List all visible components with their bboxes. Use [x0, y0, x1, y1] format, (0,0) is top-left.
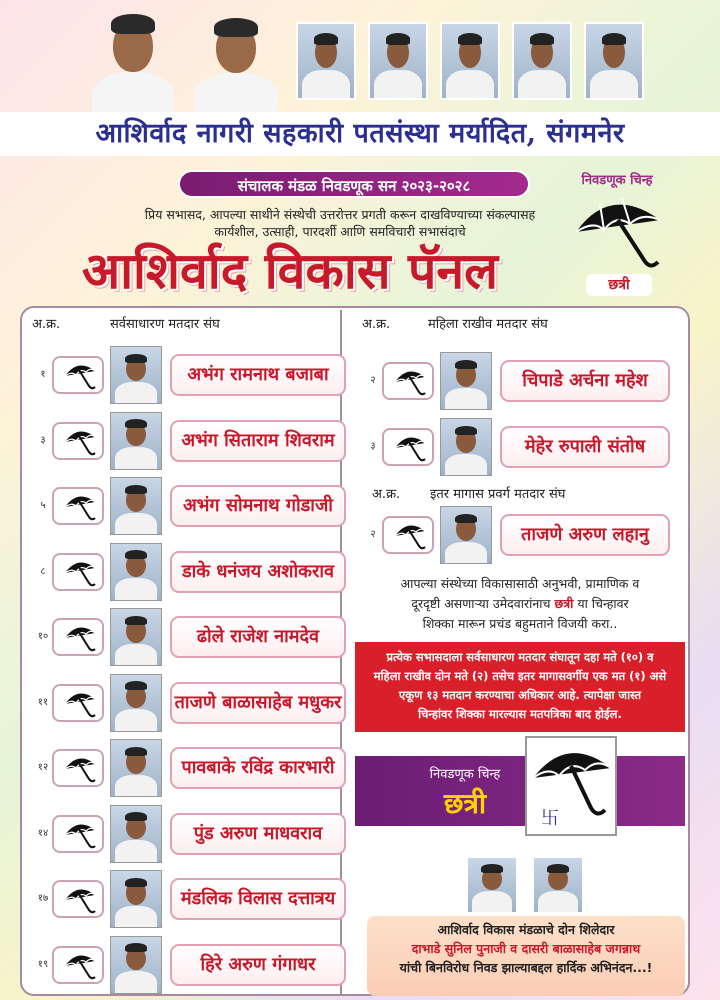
candidate-number: २ — [370, 375, 376, 386]
women-candidate-row — [364, 424, 670, 470]
women-col-title: महिला राखीव मतदार संघ — [428, 317, 548, 332]
candidate-photo — [110, 346, 162, 404]
obc-col-no: अ.क्र. — [372, 487, 401, 502]
candidate-name: हिरे अरुण गंगाधर — [170, 944, 346, 986]
congrats-box — [367, 916, 685, 996]
umbrella-symbol-box — [52, 749, 104, 787]
candidate-photo — [440, 352, 492, 410]
candidate-number: ३ — [40, 434, 46, 446]
general-candidate-row — [34, 614, 346, 660]
symbol-box — [562, 170, 672, 298]
candidate-photo — [440, 418, 492, 476]
candidate-name: चिपाडे अर्चना महेश — [500, 360, 670, 402]
umbrella-symbol-box — [52, 356, 104, 394]
rule-line-1: प्रत्येक सभासदाला सर्वसाधारण मतदार संघातून दहा मते (१०) व — [386, 650, 654, 664]
director-photo-4 — [512, 22, 572, 100]
symbol-label: छत्री — [586, 274, 652, 296]
general-candidate-row — [34, 745, 346, 791]
intro-line-1: प्रिय सभासद, आपल्या साथीने संस्थेची उत्तरोत्तर प्रगती करून दाखविण्याच्या संकल्पासह — [144, 207, 536, 222]
congrats-line-1: आशिर्वाद विकास मंडळाचे दोन शिलेदार — [437, 922, 615, 937]
candidate-number: १० — [37, 631, 49, 642]
congrats-line-3: यांची बिनविरोध निवड झाल्याबद्दल हार्दिक अभिनंदन...! — [399, 960, 653, 975]
candidate-number: ३ — [370, 441, 376, 452]
general-candidate-row — [34, 549, 346, 595]
big-umbrella-box — [525, 736, 617, 836]
congrats-photo-1 — [466, 856, 518, 914]
candidate-number: २ — [370, 529, 376, 540]
candidate-name: पुंड अरुण माधवराव — [170, 813, 346, 855]
candidate-number: ११ — [37, 696, 49, 708]
candidate-photo — [110, 739, 162, 797]
umbrella-symbol-box — [52, 880, 104, 918]
umbrella-icon — [570, 190, 666, 276]
candidate-name: ताजणे बाळासाहेब मधुकर — [170, 682, 346, 724]
director-photo-5 — [584, 22, 644, 100]
candidate-photo — [110, 870, 162, 928]
leader-photo-2 — [190, 10, 282, 112]
umbrella-symbol-box — [52, 815, 104, 853]
symbol-band-caption: निवडणूक चिन्ह — [429, 767, 501, 782]
congrats-photo-2 — [532, 856, 584, 914]
appeal-line-2-pre: दूरदृष्टी असणाऱ्या उमेदवारांनाच — [411, 596, 551, 611]
candidate-photo — [110, 674, 162, 732]
symbol-band-label: छत्री — [443, 787, 487, 820]
women-col-no: अ.क्र. — [362, 317, 391, 332]
appeal-symbol-word: छत्री — [554, 596, 574, 611]
umbrella-symbol-box — [382, 516, 434, 554]
rule-line-2: महिला राखीव दोन मते (२) तसेच इतर मागासवर्गीय एक मत (१) असे — [373, 669, 667, 683]
candidate-name: अभंग सिताराम शिवराम — [170, 420, 346, 462]
leader-photo-1 — [88, 6, 178, 112]
candidate-photo — [110, 477, 162, 535]
candidate-photo — [110, 936, 162, 994]
candidate-name: मंडलिक विलास दत्तात्रय — [170, 878, 346, 920]
candidate-photo — [440, 506, 492, 564]
appeal-line-3: शिक्का मारून प्रचंड बहुमताने विजयी करा.. — [422, 616, 618, 631]
umbrella-symbol-box — [382, 428, 434, 466]
general-candidate-row — [34, 352, 346, 398]
umbrella-icon — [527, 738, 615, 834]
umbrella-symbol-box — [52, 487, 104, 525]
candidate-photo — [110, 412, 162, 470]
general-col-no: अ.क्र. — [32, 317, 61, 332]
candidate-photo — [110, 543, 162, 601]
candidate-photo — [110, 805, 162, 863]
appeal-line-2-post: या चिन्हावर — [577, 596, 629, 611]
general-col-title: सर्वसाधारण मतदार संघ — [110, 317, 220, 332]
intro-line-2: कार्यशील, उत्साही, पारदर्शी आणि समविचारी सभासंदाचे — [214, 224, 466, 239]
general-candidate-row — [34, 876, 346, 922]
candidate-name: मेहेर रुपाली संतोष — [500, 426, 670, 468]
candidate-number: १७ — [37, 893, 49, 904]
candidate-number: ५ — [40, 500, 46, 511]
candidate-number: ८ — [40, 565, 46, 577]
women-candidate-row — [364, 358, 670, 404]
candidate-number: १२ — [37, 762, 49, 773]
voting-rules-box — [355, 642, 685, 732]
director-photo-2 — [368, 22, 428, 100]
general-candidate-row — [34, 483, 346, 529]
director-photo-1 — [296, 22, 356, 100]
candidate-name: अभंग रामनाथ बजाबा — [170, 354, 346, 396]
general-candidate-row — [34, 942, 346, 988]
org-name: आशिर्वाद नागरी सहकारी पतसंस्था मर्यादित, संगमनेर — [95, 118, 625, 149]
appeal-text — [360, 574, 680, 634]
obc-col-title: इतर मागास प्रवर्ग मतदार संघ — [430, 487, 566, 502]
general-candidate-row — [34, 811, 346, 857]
obc-candidate-row — [364, 512, 670, 558]
director-photo-3 — [440, 22, 500, 100]
appeal-line-1: आपल्या संस्थेच्या विकासासाठी अनुभवी, प्रामाणिक व — [400, 576, 640, 591]
candidate-name: ढोले राजेश नामदेव — [170, 616, 346, 658]
umbrella-symbol-box — [52, 684, 104, 722]
symbol-caption: निवडणूक चिन्ह — [581, 173, 653, 188]
candidate-number: १ — [40, 369, 46, 380]
candidate-number: १९ — [37, 958, 49, 970]
election-title: संचालक मंडळ निवडणूक सन २०२३-२०२८ — [178, 170, 530, 198]
appeal-line-2 — [360, 594, 680, 614]
candidate-number: १४ — [37, 827, 49, 839]
umbrella-symbol-box — [52, 553, 104, 591]
panel-name: आशिर्वाद विकास पॅनल — [81, 241, 499, 300]
umbrella-symbol-box — [52, 422, 104, 460]
candidate-name: पावबाके रविंद्र कारभारी — [170, 747, 346, 789]
general-candidate-row — [34, 680, 346, 726]
candidate-name: अभंग सोमनाथ गोडाजी — [170, 485, 346, 527]
candidate-photo — [110, 608, 162, 666]
umbrella-symbol-box — [382, 362, 434, 400]
candidate-name: डाके धनंजय अशोकराव — [170, 551, 346, 593]
umbrella-symbol-box — [52, 618, 104, 656]
umbrella-symbol-box — [52, 946, 104, 984]
general-candidate-row — [34, 418, 346, 464]
svg-text:卐: 卐 — [541, 808, 559, 829]
congrats-line-2: दाभाडे सुनिल पुनाजी व दासरी बाळासाहेब जगन्नाथ — [411, 941, 641, 956]
candidate-name: ताजणे अरुण लहानु — [500, 514, 670, 556]
rule-line-3: एकूण १३ मतदान करण्याचा अधिकार आहे. त्यापेक्षा जास्त — [398, 688, 642, 702]
rule-line-4: चिन्हांवर शिक्का मारल्यास मतपत्रिका बाद होईल. — [418, 707, 622, 721]
